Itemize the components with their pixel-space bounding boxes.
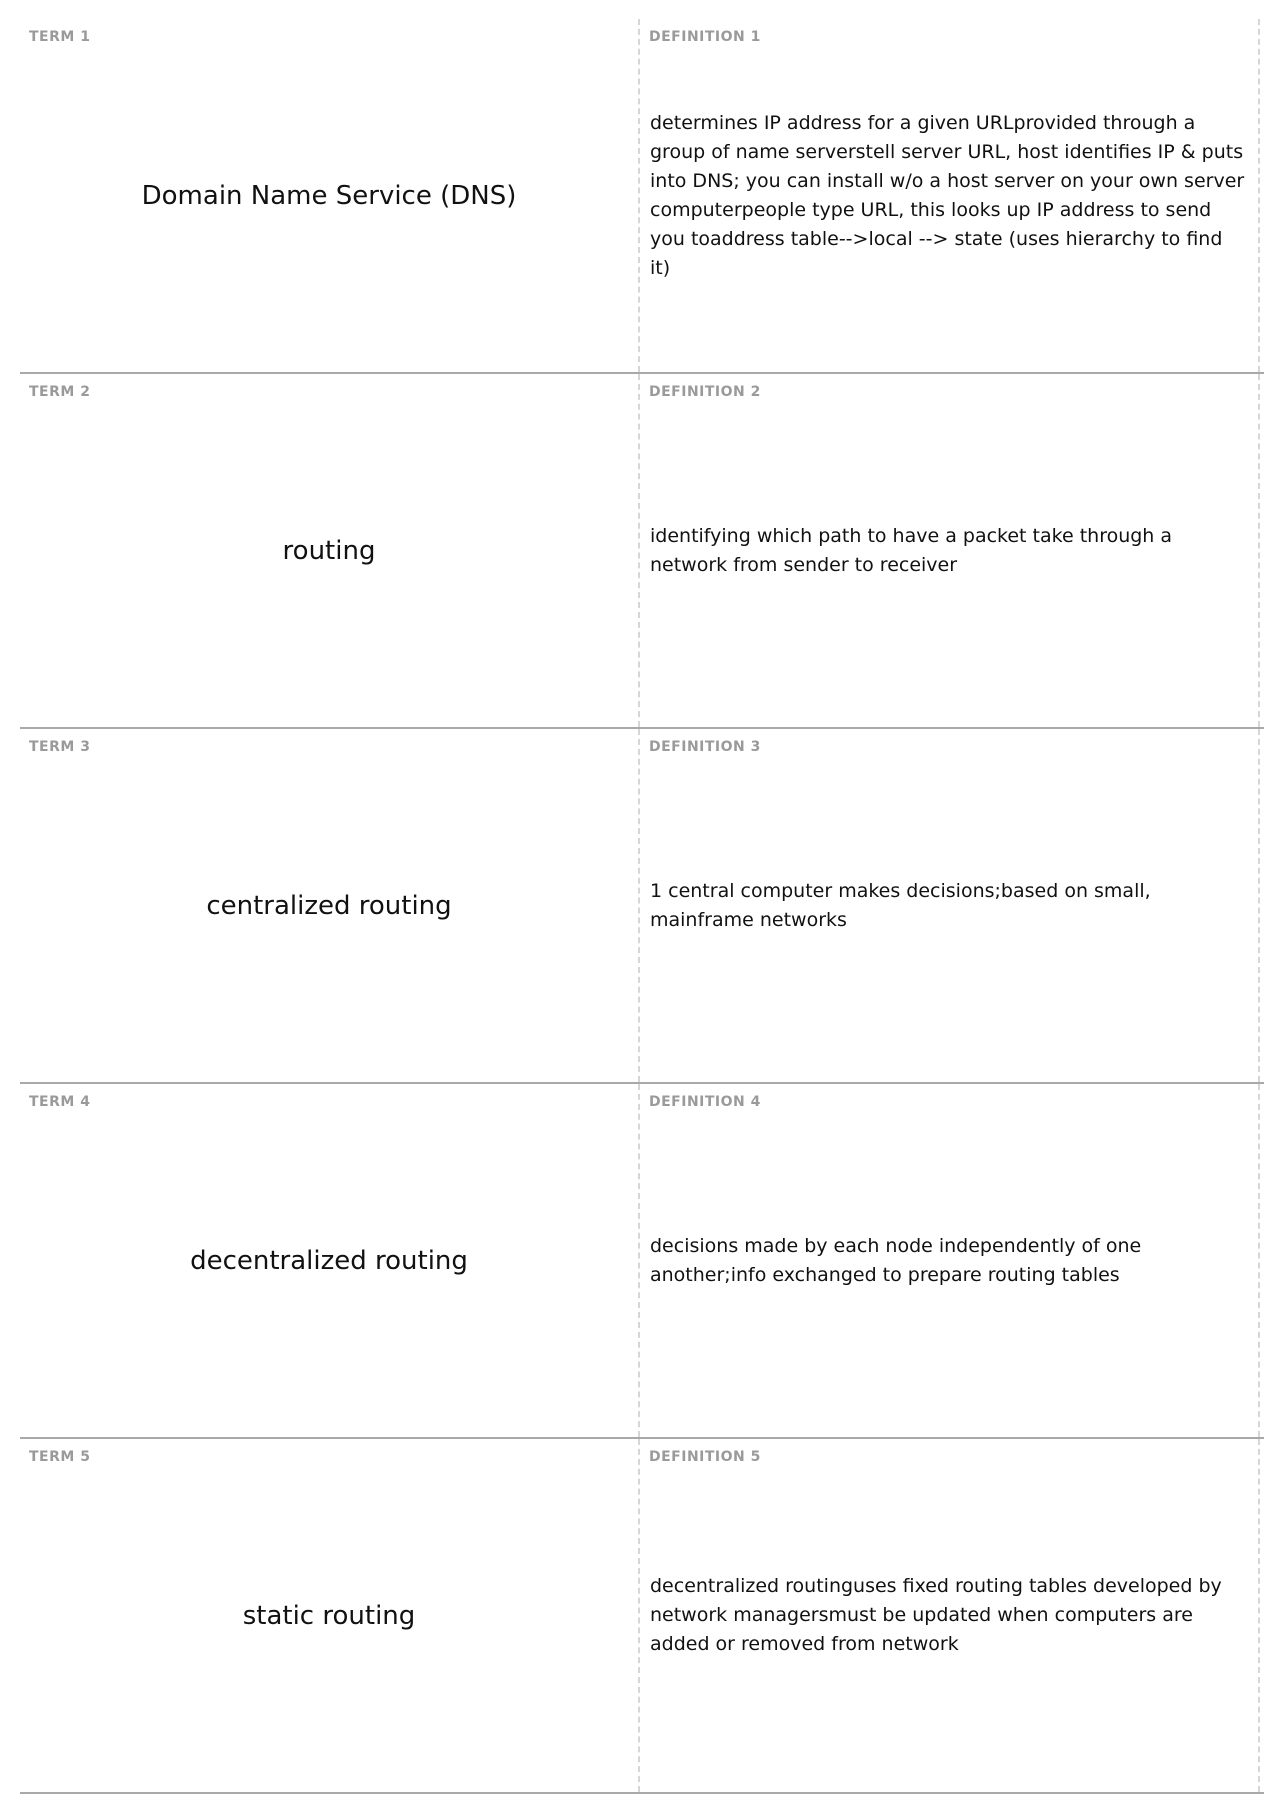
definition-label: DEFINITION 5 bbox=[649, 1449, 761, 1465]
definition-text: 1 central computer makes decisions;based on small, mainframe networks bbox=[650, 879, 1151, 931]
definition-label: DEFINITION 4 bbox=[649, 1094, 761, 1110]
definition-text-wrap bbox=[650, 729, 1248, 1082]
flashcard-row bbox=[20, 1439, 1264, 1794]
term-cell bbox=[20, 1439, 640, 1792]
definition-text: determines IP address for a given URLprovided through a group of name serverstell server URL, host identifies IP & puts into DNS; you can install w/o a host server on your own server computerpeople type URL, this looks up IP address to send you toaddress table-->local --> state (uses hierarchy to find it) bbox=[650, 111, 1245, 279]
term-text: centralized routing bbox=[206, 890, 452, 921]
definition-label: DEFINITION 3 bbox=[649, 739, 761, 755]
definition-text: decisions made by each node independently of one another;info exchanged to prepare routing tables bbox=[650, 1234, 1142, 1286]
flashcard-row bbox=[20, 374, 1264, 729]
flashcard-row bbox=[20, 729, 1264, 1084]
definition-text-wrap bbox=[650, 1084, 1248, 1437]
term-cell bbox=[20, 19, 640, 372]
definition-text-wrap bbox=[650, 1439, 1248, 1792]
definition-text-wrap bbox=[650, 19, 1248, 372]
definition-cell bbox=[640, 729, 1260, 1082]
definition-text-wrap bbox=[650, 374, 1248, 727]
term-text: decentralized routing bbox=[190, 1245, 468, 1276]
term-cell bbox=[20, 374, 640, 727]
definition-cell bbox=[640, 374, 1260, 727]
definition-cell bbox=[640, 1439, 1260, 1792]
term-cell bbox=[20, 1084, 640, 1437]
term-label: TERM 1 bbox=[29, 29, 91, 45]
definition-label: DEFINITION 1 bbox=[649, 29, 761, 45]
definition-label: DEFINITION 2 bbox=[649, 384, 761, 400]
flashcard-row bbox=[20, 19, 1264, 374]
flashcard-row bbox=[20, 1084, 1264, 1439]
term-label: TERM 4 bbox=[29, 1094, 91, 1110]
term-cell bbox=[20, 729, 640, 1082]
term-label: TERM 2 bbox=[29, 384, 91, 400]
flashcard-sheet bbox=[20, 19, 1264, 1794]
definition-cell bbox=[640, 19, 1260, 372]
term-label: TERM 5 bbox=[29, 1449, 91, 1465]
definition-cell bbox=[640, 1084, 1260, 1437]
definition-text: decentralized routinguses fixed routing tables developed by network managersmust be updated when computers are added or removed from network bbox=[650, 1575, 1222, 1655]
term-text: routing bbox=[282, 535, 376, 566]
term-text: Domain Name Service (DNS) bbox=[141, 180, 517, 211]
term-text: static routing bbox=[242, 1600, 416, 1631]
term-label: TERM 3 bbox=[29, 739, 91, 755]
definition-text: identifying which path to have a packet take through a network from sender to receiver bbox=[650, 524, 1173, 576]
